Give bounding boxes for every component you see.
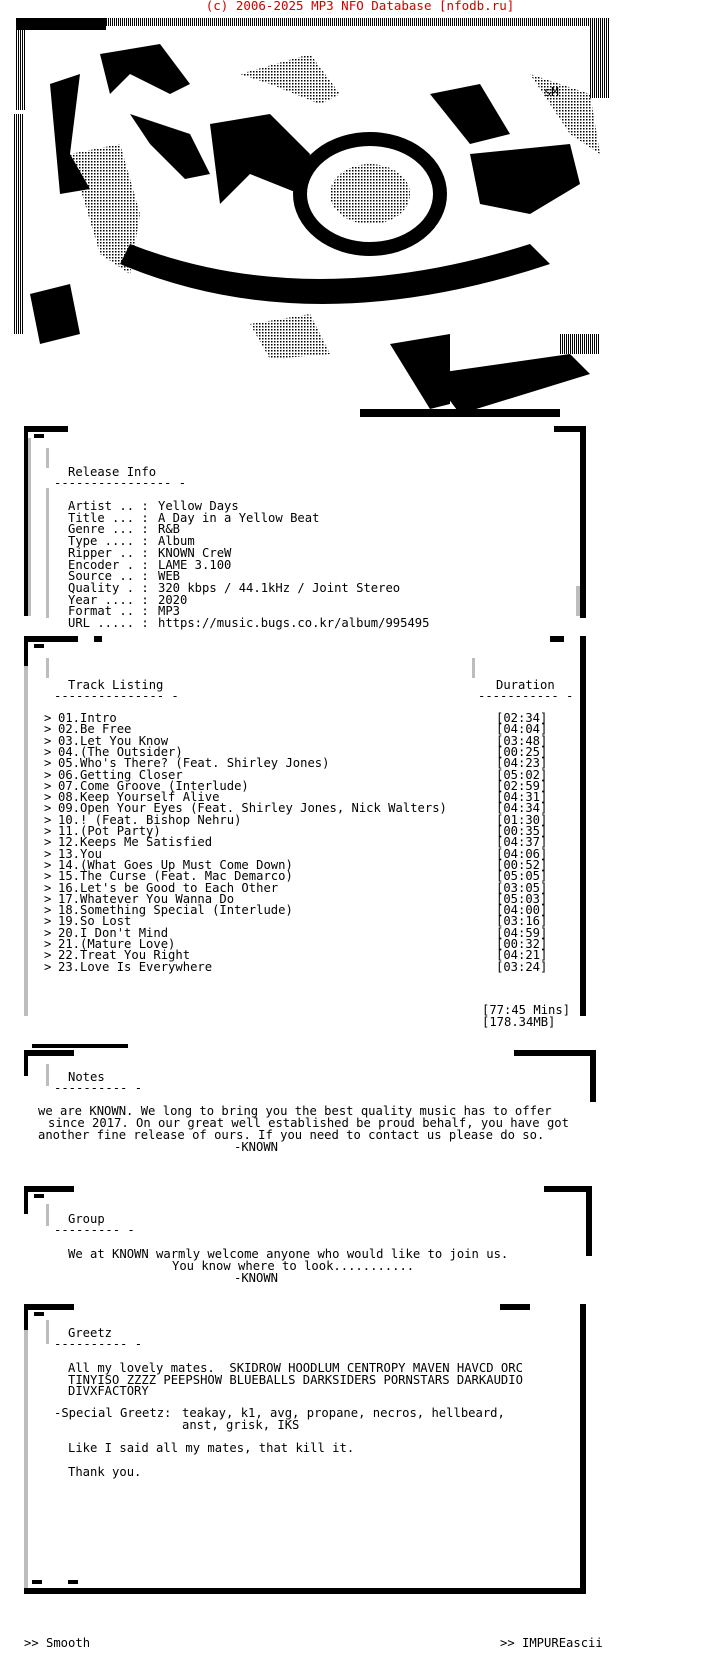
notes-underline: ---------- -	[54, 1081, 143, 1095]
logo-artist-tag: sM	[544, 85, 559, 99]
release-field-label: Type .... :	[68, 534, 149, 549]
track-title: 19.So Lost	[58, 914, 132, 929]
track-title: 06.Getting Closer	[58, 767, 183, 782]
track-bullet: >	[44, 869, 52, 884]
track-duration: [03:16]	[496, 914, 548, 929]
release-field-value: 320 kbps / 44.1kHz / Joint Stereo	[158, 580, 401, 595]
track-bullet: >	[44, 733, 52, 748]
track-title: 14.(What Goes Up Must Come Down)	[58, 857, 293, 872]
track-duration: [04:21]	[496, 948, 548, 963]
track-duration: [03:05]	[496, 880, 548, 895]
release-field-label: Format .. :	[68, 604, 149, 619]
track-title: 10.! (Feat. Bishop Nehru)	[58, 812, 242, 827]
group-underline: --------- -	[54, 1223, 135, 1237]
track-bullet: >	[44, 903, 52, 918]
track-listing-heading: Track Listing	[68, 678, 164, 692]
track-bullet: >	[44, 801, 52, 816]
release-field-label: Year .... :	[68, 592, 149, 607]
track-title: 12.Keeps Me Satisfied	[58, 835, 213, 850]
track-title: 17.Whatever You Wanna Do	[58, 891, 235, 906]
release-info-underline: ---------------- -	[54, 476, 187, 490]
footer-credit-smooth: >> Smooth	[24, 1636, 91, 1650]
track-bullet: >	[44, 824, 52, 838]
notes-heading: Notes	[68, 1070, 105, 1084]
duration-underline: ----------- -	[478, 689, 574, 703]
group-panel	[24, 1186, 614, 1286]
track-title: 08.Keep Yourself Alive	[58, 790, 220, 805]
greetz-thanks: Thank you.	[68, 1465, 142, 1479]
track-duration: [03:48]	[496, 733, 548, 748]
track-duration: [00:52]	[496, 857, 548, 872]
track-bullet: >	[44, 891, 52, 906]
track-title: 03.Let You Know	[58, 733, 169, 748]
release-field-label: Quality . :	[68, 580, 149, 595]
track-bullet: >	[44, 857, 52, 872]
notes-line: since 2017. On our great well established be proud behalf, you have got	[48, 1116, 569, 1130]
track-listing-panel	[24, 636, 604, 1029]
release-info-panel	[24, 426, 604, 630]
track-title: 23.Love Is Everywhere	[58, 959, 213, 974]
greetz-heading: Greetz	[68, 1326, 113, 1340]
track-bullet: >	[44, 744, 52, 759]
notes-panel	[24, 1044, 614, 1154]
track-title: 01.Intro	[58, 711, 117, 725]
track-title: 04.(The Outsider)	[58, 744, 183, 759]
track-bullet: >	[44, 790, 52, 805]
track-bullet: >	[44, 767, 52, 782]
track-duration: [03:24]	[496, 959, 548, 974]
greetz-underline: ---------- -	[54, 1337, 143, 1351]
track-bullet: >	[44, 959, 52, 974]
track-duration: [05:05]	[496, 869, 548, 884]
track-title: 15.The Curse (Feat. Mac Demarco)	[58, 869, 293, 884]
notes-signature: -KNOWN	[234, 1140, 279, 1154]
track-listing-underline: --------------- -	[54, 689, 179, 703]
release-field-label: Ripper .. :	[68, 545, 149, 560]
track-title: 11.(Pot Party)	[58, 824, 161, 838]
track-bullet: >	[44, 812, 52, 827]
track-duration: [04:37]	[496, 835, 548, 850]
track-duration: [02:59]	[496, 778, 548, 793]
track-duration: [00:35]	[496, 824, 548, 838]
track-bullet: >	[44, 937, 52, 951]
track-title: 13.You	[58, 846, 103, 861]
total-size: [178.34MB]	[482, 1015, 556, 1029]
track-title: 18.Something Special (Interlude)	[58, 903, 293, 918]
greetz-line: All my lovely mates. SKIDROW HOODLUM CENTROPY MAVEN HAVCD ORC	[68, 1361, 523, 1375]
track-bullet: >	[44, 756, 52, 771]
greetz-line: TINYISO ZZZZ PEEPSHOW BLUEBALLS DARKSIDERS PORNSTARS DARKAUDIO	[68, 1372, 523, 1387]
track-duration: [04:31]	[496, 790, 548, 805]
track-duration: [04:06]	[496, 846, 548, 861]
track-bullet: >	[44, 948, 52, 963]
track-title: 09.Open Your Eyes (Feat. Shirley Jones, Nick Walters)	[58, 801, 447, 816]
track-bullet: >	[44, 835, 52, 850]
release-field-label: Encoder . :	[68, 557, 149, 572]
footer-credit-impureascii: >> IMPUREascii	[500, 1636, 603, 1650]
greetz-closing: Like I said all my mates, that kill it.	[68, 1441, 355, 1455]
track-title: 21.(Mature Love)	[58, 937, 176, 951]
track-bullet: >	[44, 914, 52, 929]
track-row	[44, 959, 548, 974]
release-field-value: https://music.bugs.co.kr/album/995495	[158, 616, 430, 630]
special-greetz-label: -Special Greetz:	[54, 1406, 172, 1420]
greetz-panel	[24, 1304, 614, 1606]
notes-line: we are KNOWN. We long to bring you the best quality music has to offer	[38, 1104, 552, 1118]
release-field-value: Album	[158, 534, 195, 549]
track-duration: [04:00]	[496, 903, 548, 918]
release-field-value: Yellow Days	[158, 499, 239, 513]
track-title: 22.Treat You Right	[58, 948, 191, 963]
track-duration: [05:03]	[496, 891, 548, 906]
release-field-label: Genre ... :	[68, 522, 149, 537]
total-time: [77:45 Mins]	[482, 1003, 571, 1017]
track-duration: [00:32]	[496, 937, 548, 951]
greetz-line: DIVXFACTORY	[68, 1384, 149, 1398]
group-signature: -KNOWN	[234, 1271, 279, 1285]
release-field-value: WEB	[158, 569, 181, 584]
known-logo-ascii-art	[10, 14, 620, 444]
track-bullet: >	[44, 925, 52, 940]
track-bullet: >	[44, 722, 52, 737]
group-heading: Group	[68, 1212, 105, 1226]
track-duration: [04:59]	[496, 925, 548, 940]
track-bullet: >	[44, 711, 52, 725]
track-title: 16.Let's be Good to Each Other	[58, 880, 279, 895]
release-field-value: A Day in a Yellow Beat	[158, 510, 320, 525]
track-duration: [05:02]	[496, 767, 548, 782]
track-title: 05.Who's There? (Feat. Shirley Jones)	[58, 756, 330, 771]
track-duration: [02:34]	[496, 711, 548, 725]
track-duration: [01:30]	[496, 812, 548, 827]
track-bullet: >	[44, 880, 52, 895]
release-field-row	[68, 616, 430, 630]
release-field-label: Artist .. :	[68, 499, 149, 513]
release-field-label: Title ... :	[68, 510, 149, 525]
release-field-label: URL ..... :	[68, 616, 149, 630]
group-line-1: We at KNOWN warmly welcome anyone who would like to join us.	[68, 1247, 509, 1261]
track-duration: [04:34]	[496, 801, 548, 816]
notes-line: another fine release of ours. If you need to contact us please do so.	[38, 1128, 545, 1142]
track-duration: [04:23]	[496, 756, 548, 771]
release-field-value: MP3	[158, 604, 181, 619]
track-bullet: >	[44, 846, 52, 861]
track-title: 20.I Don't Mind	[58, 925, 169, 940]
track-title: 02.Be Free	[58, 722, 132, 737]
site-header: (c) 2006-2025 MP3 NFO Database [nfodb.ru]	[205, 0, 515, 13]
track-duration: [00:25]	[496, 744, 548, 759]
logo-art-graphic	[10, 14, 620, 444]
track-bullet: >	[44, 778, 52, 793]
special-greetz-line-2: anst, grisk, IKS	[182, 1418, 300, 1432]
track-title: 07.Come Groove (Interlude)	[58, 778, 249, 793]
duration-heading: Duration	[496, 678, 555, 692]
track-duration: [04:04]	[496, 722, 548, 737]
release-field-value: 2020	[158, 592, 188, 607]
release-info-heading: Release Info	[68, 465, 157, 479]
release-field-value: R&B	[158, 522, 181, 537]
special-greetz-line-1: teakay, k1, avg, propane, necros, hellbeard,	[182, 1406, 505, 1420]
group-line-2: You know where to look...........	[172, 1259, 415, 1273]
release-field-label: Source .. :	[68, 569, 149, 584]
release-field-value: LAME 3.100	[158, 557, 232, 572]
release-field-value: KNOWN CreW	[158, 545, 232, 560]
